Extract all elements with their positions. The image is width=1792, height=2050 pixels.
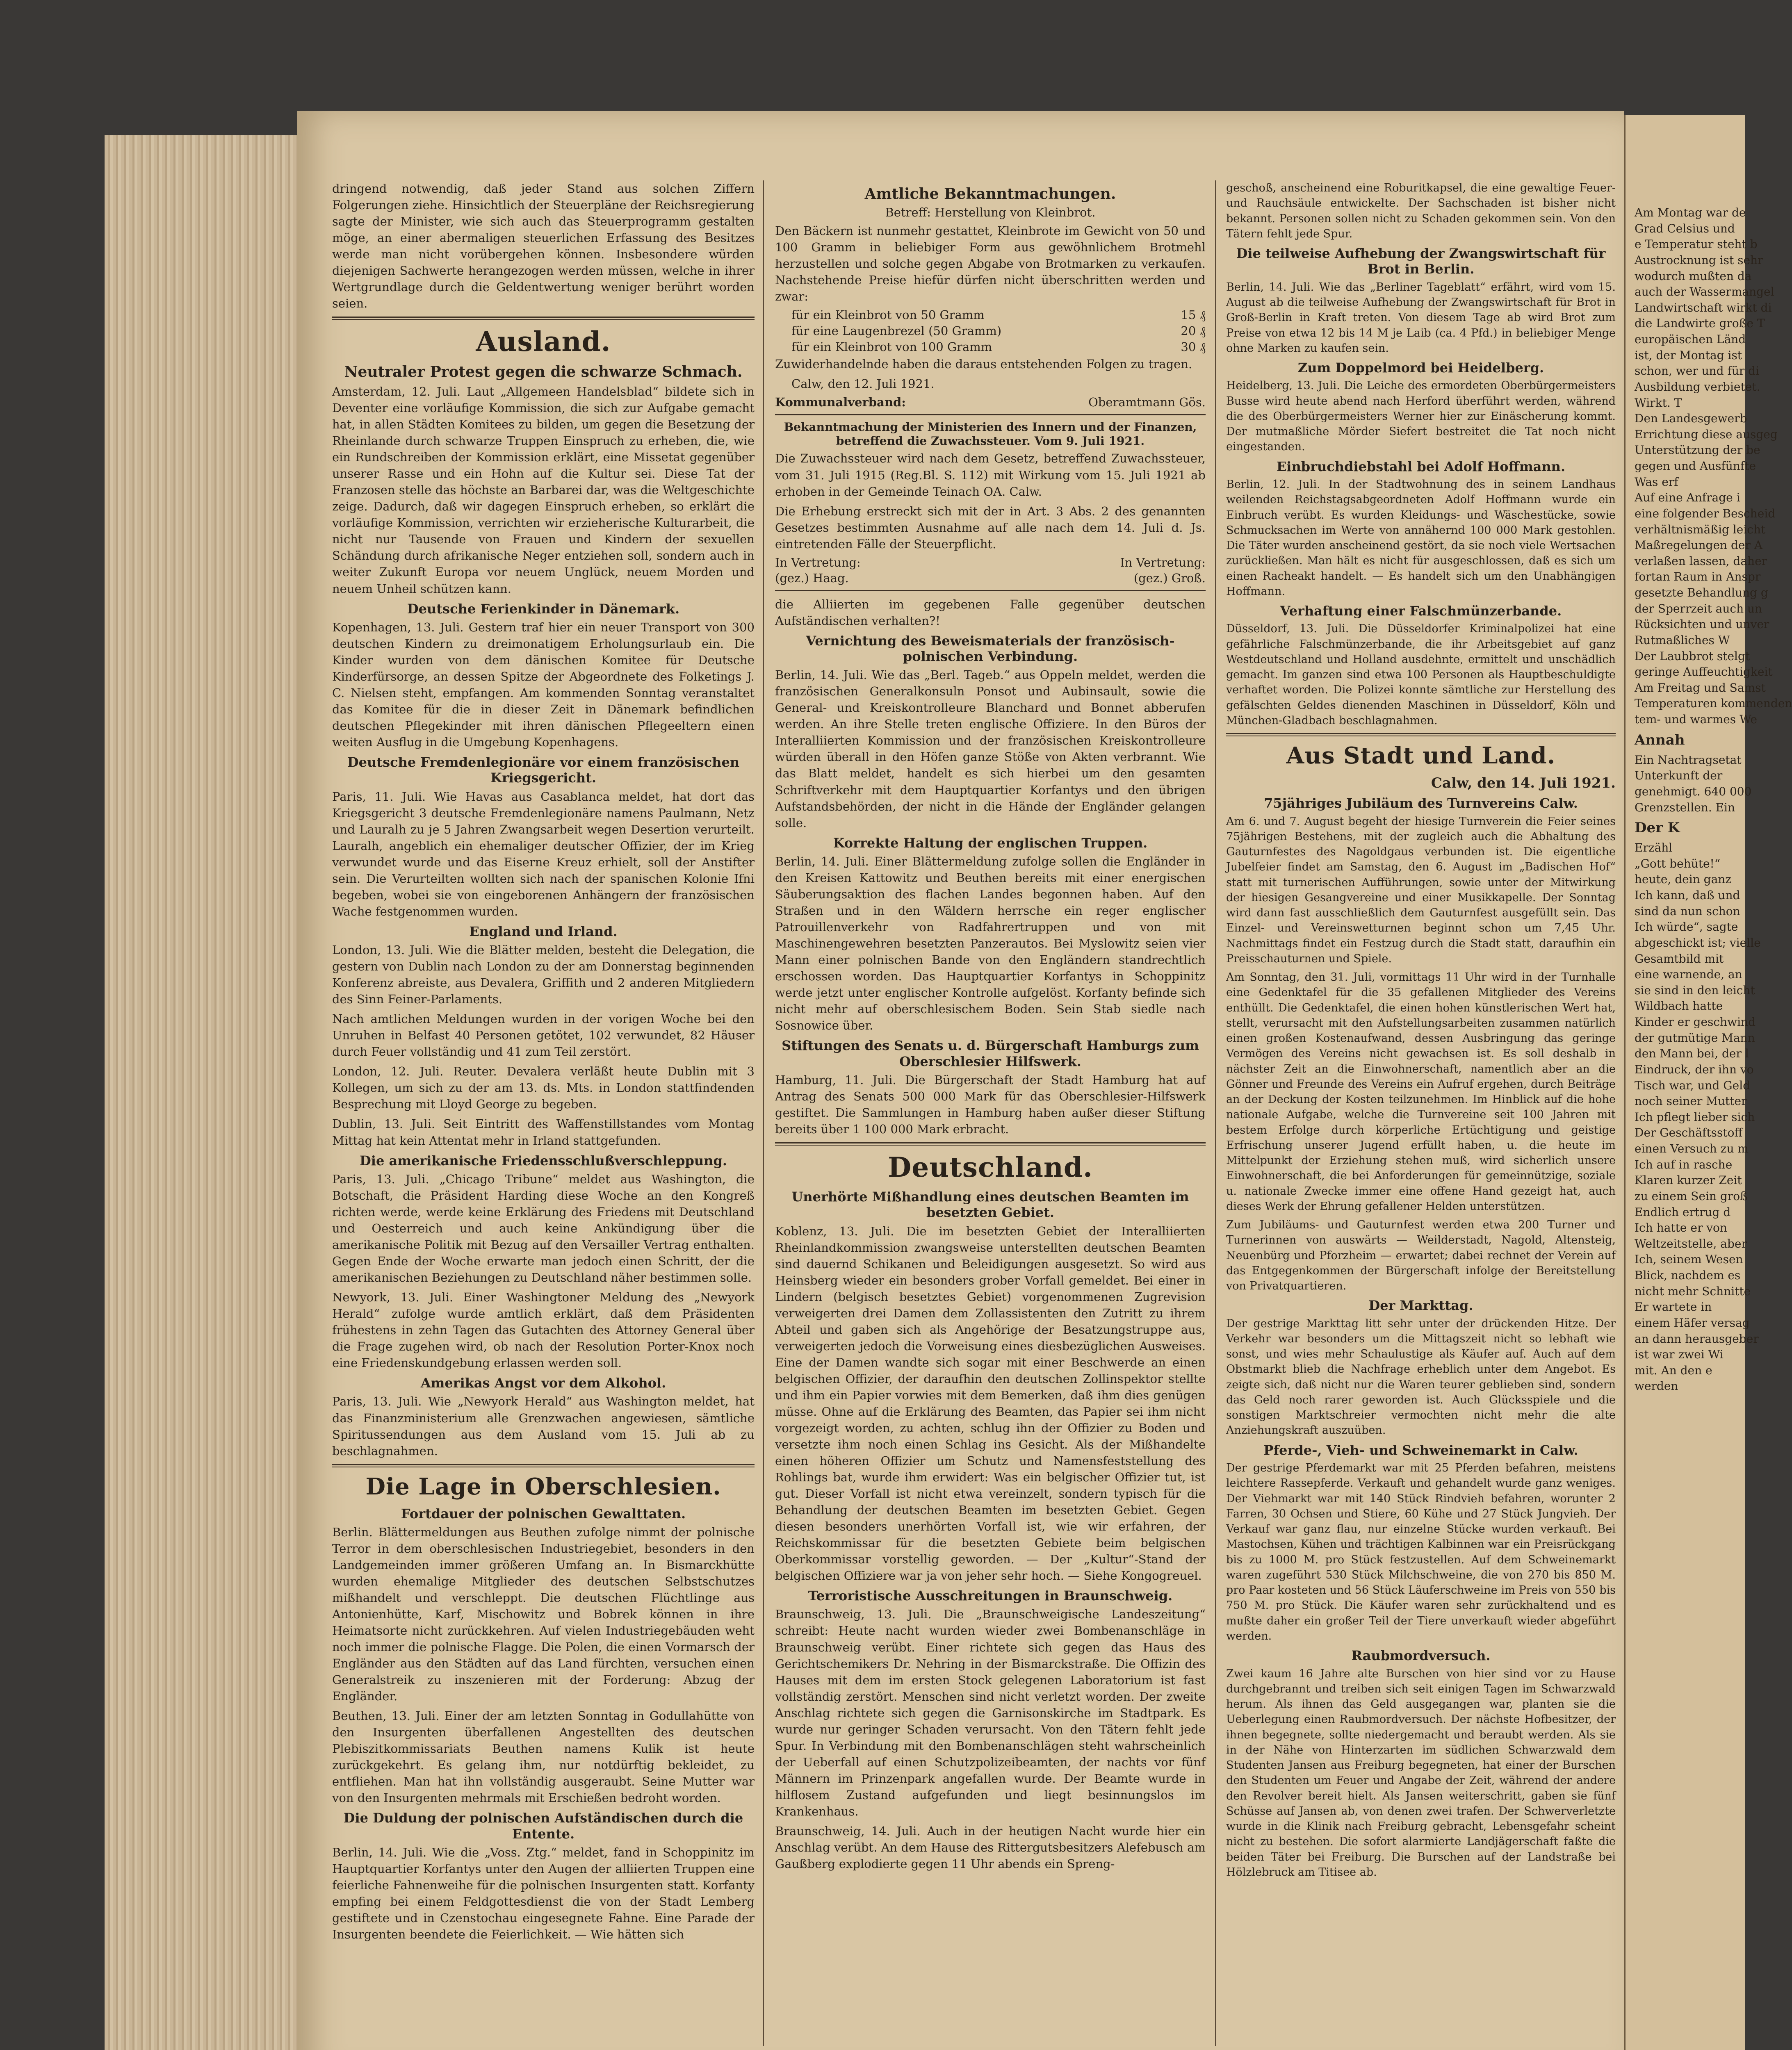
article-text: Der gestrige Markttag litt sehr unter der drückenden Hitze. Der Verkehr war besonders um die Mittagszeit nicht so lebhaft wie sonst, und wies mehr Schaulustige als Käufer auf. Auch auf dem Obstmarkt blieb die Nachfrage erheblich unter dem Angebot. Es zeigte sich, daß nicht nur die Waren teurer geblieben sind, sondern das Geld noch rarer geworden ist. Auch Glücksspiele und die sonstigen Marktschreier vermochten nicht mehr die alte Anziehungskraft auszuüben. <box>1226 1317 1616 1437</box>
column-3 <box>1226 180 1616 1883</box>
facing-page-line: Maßregelungen der A <box>1635 538 1762 552</box>
article-headline: Bekanntmachung der Ministerien des Innern und der Finanzen, betreffend die Zuwachssteuer. Vom 9. Juli 1921. <box>784 420 1197 448</box>
facing-page-line: Grad Celsius und <box>1635 221 1735 235</box>
facing-page-line: Wirkt. T <box>1635 396 1682 410</box>
facing-page-line: Auf eine Anfrage i <box>1635 491 1740 505</box>
facing-page-line: Wildbach hatte <box>1635 999 1723 1013</box>
article-text: London, 13. Juli. Wie die Blätter melden, besteht die Delegation, die gestern von Dublin nach London zu der am Donnerstag beginnenden Konferenz abreiste, aus Devalera, Griffith und 2 anderen Mitgliedern des Sinn Feiner-Parlaments. <box>332 943 755 1007</box>
article-text: Die Erhebung erstreckt sich mit der in Art. 3 Abs. 2 des genannten Gesetzes bestimmten Ausnahme auf alle nach dem 14. Juli d. Js. eintretenden Fälle der Steuerpflicht. <box>775 504 1206 551</box>
newspaper-page <box>297 111 1624 2050</box>
article-text: Berlin, 14. Juli. Wie das „Berliner Tageblatt“ erfährt, wird vom 15. August ab die teilweise Aufhebung der Zwangswirtschaft für Brot in Groß-Berlin in Kraft treten. Von diesem Tage ab wird Brot zum Preise von etwa 12 bis 14 M je Laib (ca. 4 Pfd.) in beliebiger Menge ohne Marken zu kaufen sein. <box>1226 280 1616 355</box>
facing-page-line: abgeschickt ist; vielle <box>1635 936 1761 950</box>
article-text: die Alliierten im gegebenen Falle gegenüber deutschen Aufständischen verhalten?! <box>775 597 1206 628</box>
article-headline: Amerikas Angst vor dem Alkohol. <box>420 1375 666 1391</box>
price-row: für ein Kleinbrot von 50 Gramm 15 ₰ <box>791 308 1206 322</box>
article-text: Berlin, 14. Juli. Einer Blättermeldung zufolge sollen die Engländer in den Kreisen Kattowitz und Beuthen bereits mit einer energischen Säuberungsaktion des flachen Landes begonnen haben. Auf den Straßen und in den Wäldern herrsche ein reger englischer Patrouillenverkehr von Radfahrertruppen und von mit Maschinengewehren besetzten Panzerautos. Bei Myslowitz seien vier Mann einer polnischen Bande von den Engländern standrechtlich erschossen worden. Das Hauptquartier Korfantys in Schoppinitz werde jetzt unter englischer Kontrolle aufgelöst. Korfanty befinde sich nicht mehr auf oberschlesischem Boden. Sein Stab siedle nach Sosnowice über. <box>775 854 1206 1033</box>
section-heading-deutschland: Deutschland. <box>888 1151 1093 1183</box>
facing-page-line: Weltzeitstelle, aber <box>1635 1237 1747 1250</box>
article-text: Zuwiderhandelnde haben die daraus entstehenden Folgen zu tragen. <box>775 357 1192 371</box>
facing-page-line: Landwirtschaft wirkt di <box>1635 301 1772 314</box>
price-list <box>775 308 1206 354</box>
signature-row: Kommunalverband: Oberamtmann Gös. <box>775 395 1206 410</box>
facing-page-line: sind da nun schon <box>1635 904 1740 918</box>
facing-page-line: ist, der Montag ist <box>1635 348 1742 362</box>
facing-page-line: verlaßen lassen, daher <box>1635 554 1767 568</box>
facing-page-line: Blick, nachdem es <box>1635 1269 1741 1282</box>
article-headline: Der Markttag. <box>1368 1298 1473 1314</box>
facing-page-line: Am Freitag und Samst <box>1635 681 1766 695</box>
facing-page-line: wodurch mußten da <box>1635 269 1752 283</box>
divider <box>332 1464 755 1467</box>
facing-page-line: Was erf <box>1635 475 1678 489</box>
facing-page-line: Grenzstellen. Ein <box>1635 800 1735 814</box>
divider <box>332 317 755 320</box>
article-text: Dublin, 13. Juli. Seit Eintritt des Waffenstillstandes vom Montag Mittag hat kein Attentat mehr in Irland stattgefunden. <box>332 1117 755 1148</box>
facing-page-line: der gutmütige Mann <box>1635 1031 1755 1045</box>
facing-page-line: Ich hatte er von <box>1635 1221 1727 1235</box>
article-text: Zwei kaum 16 Jahre alte Burschen von hier sind vor zu Hause durchgebrannt und treiben sich seit einigen Tagen im Schwarzwald herum. Als ihnen das Geld ausgegangen war, planten sie die Ueberlegung einen Raubmordversuch. Der nächste Hofbesitzer, der ihnen begegnete, sollte niedergemacht und beraubt werden. Als sie in der Nähe von Hinterzarten im südlichen Schwarzwald dem Studenten Jansen aus Freiburg begegneten, hat einer der Burschen den Studenten um Feuer und Angabe der Zeit, während der andere den Revolver bereit hielt. Als Jansen weiterschritt, gaben sie fünf Schüsse auf Jansen ab, von denen zwei trafen. Der Schwerverletzte wurde in die Klinik nach Freiburg gebracht, Lebensgefahr scheint nicht zu bestehen. Die sofort alarmierte Landjägerschaft faßte die beiden Täter bei Freiburg. Die Burschen auf der Landstraße bei Hölzlebruck am Titisee ab. <box>1226 1667 1616 1879</box>
facing-page-line: den Mann bei, der l <box>1635 1047 1749 1061</box>
article-text: Newyork, 13. Juli. Einer Washingtoner Meldung des „Newyork Herald“ zufolge wurde amtlich erklärt, daß dem Präsidenten frühestens in zehn Tagen das Gutachten des Attorney General über die Frage zugehen wird, ob nach der Resolution Porter-Knox noch eine Friedenskundgebung erlassen werden soll. <box>332 1290 755 1370</box>
article-text: Berlin, 14. Juli. Wie das „Berl. Tageb.“ aus Oppeln meldet, werden die französischen Generalkonsuln Ponsot und Aubinsault, sowie die General- und Kreiskontrolleure Blanchard und Bonnet abberufen werden. An ihre Stelle treten englische Offiziere. In den Büros der Interalliierten Kommission und der französischen Kreiskontrolleure würden überall in den Höfen ganze Stöße von Akten verbrannt. Wie das Blatt meldet, handelt es sich hierbei um den gesamten Schriftverkehr mit dem Hauptquartier Korfantys und den übrigen Aufstandsbehörden, der nicht in die Hände der Engländer gelangen solle. <box>775 668 1206 830</box>
article-headline: Pferde-, Vieh- und Schweinemarkt in Calw. <box>1263 1442 1578 1458</box>
signature-row: In Vertretung: In Vertretung: <box>775 555 1206 569</box>
facing-page-line: Austrocknung ist sehr <box>1635 253 1763 267</box>
facing-page-line: Ich würde“, sagte <box>1635 920 1738 934</box>
price-row: für ein Kleinbrot von 100 Gramm 30 ₰ <box>791 340 1206 354</box>
article-text: Braunschweig, 14. Juli. Auch in der heutigen Nacht wurde hier ein Anschlag verübt. An dem Hause des Rittergutsbesitzers Alefebusch am Gaußberg explodierte gegen 11 Uhr abends ein Spreng- <box>775 1824 1206 1871</box>
facing-page-line: Ich auf in rasche <box>1635 1157 1733 1171</box>
column-rule-1 <box>763 180 764 2046</box>
facing-page-line: „Gott behüte!“ <box>1635 856 1721 870</box>
facing-page-line: Rutmaßliches W <box>1635 633 1730 647</box>
facing-page-line: Ein Nachtragsetat <box>1635 753 1742 767</box>
facing-page-line: Temperaturen kommenden <box>1635 697 1792 711</box>
facing-page-line: Unterstützung der be <box>1635 443 1760 457</box>
signature-row: (gez.) Haag. (gez.) Groß. <box>775 571 1206 585</box>
divider <box>775 414 1206 415</box>
article-text: Berlin. Blättermeldungen aus Beuthen zufolge nimmt der polnische Terror in dem oberschlesischen Industriegebiet, besonders in den Landgemeinden immer größeren Umfang an. In Bismarckhütte wurden ehemalige Mitglieder des deutschen Selbstschutzes mißhandelt und verschleppt. Die deutschen Flüchtlinge aus Antonienhütte, Karf, Mischowitz und Bobrek können in ihre Heimatsorte nicht zurückkehren. Auf vielen Industriegebäuden weht noch immer die polnische Flagge. Die Polen, die einen Vormarsch der Engländer aus den Städten auf das Land fürchten, versuchen einen Generalstreik zu inszenieren mit der Forderung: Abzug der Engländer. <box>332 1525 755 1704</box>
section-heading-stadt-und-land: Aus Stadt und Land. <box>1286 742 1556 770</box>
article-headline: Einbruchdiebstahl bei Adolf Hoffmann. <box>1276 458 1566 474</box>
facing-page-line: werden <box>1635 1379 1678 1393</box>
facing-page-text <box>1626 115 1792 728</box>
article-headline: Zum Doppelmord bei Heidelberg. <box>1297 360 1544 376</box>
section-heading-ausland: Ausland. <box>476 326 611 358</box>
notice-date: Calw, den 12. Juli 1921. <box>791 377 935 391</box>
article-text: dringend notwendig, daß jeder Stand aus solchen Ziffern Folgerungen ziehe. Hinsichtlich der Steuerpläne der Reichsregierung sagte der Minister, wie sich auch das Steuerprogramm gestalten möge, an einer abermaligen steuerlichen Erfassung des Besitzes werde man nicht vorübergehen können. Insbesondere würden diejenigen Sachwerte herangezogen werden müssen, welche in ihrer Wertgrundlage durch die Geldentwertung weniger berührt worden seien. <box>332 182 755 311</box>
article-text: Berlin, 12. Juli. In der Stadtwohnung des in seinem Landhaus weilenden Reichstagsabgeordneten Adolf Hoffmann wurde ein Einbruch verübt. Es wurden Kleidungs- und Wäschestücke, sowie Schmucksachen im Werte von annähernd 100 000 Mark gestohlen. Die Täter wurden anscheinend gestört, da sie noch viele Wertsachen zurückließen. Man hält es nicht für ausgeschlossen, daß es sich um einen Racheakt handelt. — Es handelt sich um den Unabhängigen Hoffmann. <box>1226 478 1616 598</box>
facing-page-line: Klaren kurzer Zeit <box>1635 1173 1742 1187</box>
article-text: Beuthen, 13. Juli. Einer der am letzten Sonntag in Godullahütte von den Insurgenten überfallenen Angestellten des deutschen Plebiszitkommissariats Beuthen namens Kulik ist heute zurückgekehrt. Es gelang ihm, nur notdürftig bekleidet, zu entfliehen. Man hat ihn vollständig ausgeraubt. Seine Mutter war von den Insurgenten mehrmals mit Erschießen bedroht worden. <box>332 1709 755 1805</box>
article-text: Braunschweig, 13. Juli. Die „Braunschweigische Landeszeitung“ schreibt: Heute nacht wurden wieder zwei Bombenanschläge in Braunschweig verübt. Einer richtete sich gegen das Haus des Gerichtschemikers Dr. Nehring in der Bismarckstraße. Die Offizin des Hauses mit dem im ersten Stock gelegenen Laboratorium ist fast vollständig zerstört. Menschen sind nicht verletzt worden. Der zweite Anschlag richtete sich gegen die Garnisonskirche im Stadtpark. Es wurde nur geringer Schaden verursacht. Von den Tätern fehlt jede Spur. In Verbindung mit den Bombenanschlägen steht wahrscheinlich der Ueberfall auf einen Schutzpolizeibeamten, der nachts vor fünf Männern im Prinzenpark angefallen wurde. Der Beamte wurde in hilflosem Zustand aufgefunden und liegt besinnungslos im Krankenhaus. <box>775 1607 1206 1818</box>
article-text: London, 12. Juli. Reuter. Devalera verläßt heute Dublin mit 3 Kollegen, um sich zu der am 13. ds. Mts. in London stattfindenden Besprechung mit Lloyd George zu begeben. <box>332 1064 755 1112</box>
article-text: Heidelberg, 13. Juli. Die Leiche des ermordeten Oberbürgermeisters Busse wird heute abend nach Herford überführt werden, während die des Oberbürgermeisters Werner hier zur Einäscherung kommt. Der mutmaßliche Mörder Siefert bestreitet die Tat noch nicht eingestanden. <box>1226 379 1616 453</box>
facing-page-line: europäischen Länd <box>1635 333 1746 346</box>
facing-page-line: nicht mehr Schnitte <box>1635 1284 1751 1298</box>
facing-page-line: gesetzte Behandlung g <box>1635 586 1768 599</box>
article-text: Nach amtlichen Meldungen wurden in der vorigen Woche bei den Unruhen in Belfast 40 Personen getötet, 102 verwundet, 82 Häuser durch Feuer vollständig und 41 zum Teil zerstört. <box>332 1012 755 1059</box>
facing-page-line: gegen und Ausfünfte <box>1635 459 1756 473</box>
facing-page-line: schon, wer und für di <box>1635 364 1760 378</box>
facing-page-line: Unterkunft der <box>1635 769 1723 783</box>
article-text: Paris, 13. Juli. Wie „Newyork Herald“ aus Washington meldet, hat das Finanzministerium alle Grenzwachen angewiesen, sämtliche Spiritussendungen aus dem Ausland vom 15. Juli ab zu beschlagnahmen. <box>332 1394 755 1458</box>
facing-page-line: verhältnismäßig leicht <box>1635 522 1766 536</box>
facing-page-fragment <box>1624 115 1792 2050</box>
article-headline: Die amerikanische Friedensschlußverschleppung. <box>360 1153 727 1168</box>
facing-page-line: ist war zwei Wi <box>1635 1348 1724 1362</box>
article-text: Düsseldorf, 13. Juli. Die Düsseldorfer Kriminalpolizei hat eine gefährliche Falschmünzerbande, die ihr Arbeitsgebiet auf ganz Westdeutschland und Holland ausdehnte, ermittelt und unschädlich gemacht. Im ganzen sind etwa 100 Personen als Hauptbeschuldigte verhaftet worden. Die Polizei konnte sämtliche zur Herstellung des gefälschten Geldes dienenden Maschinen in Düsseldorf, Köln und München-Gladbach beschlagnahmen. <box>1226 622 1616 727</box>
article-text: Kopenhagen, 13. Juli. Gestern traf hier ein neuer Transport von 300 deutschen Kindern zu dreimonatigem Erholungsurlaub ein. Die Kinder wurden von dem dänischen Komitee für Deutsche Kinderfürsorge, an dessen Spitze der Abgeordnete des Folketings J. C. Nielsen steht, empfangen. Am kommenden Sonntag veranstaltet das Komitee für die in dieser Zeit in Dänemark befindlichen deutschen Pflegekinder mit ihren dänischen Pflegeeltern einen weiten Ausflug in die Umgebung Kopenhagens. <box>332 620 755 749</box>
facing-page-line: auch der Wassermangel <box>1635 285 1774 299</box>
column-rule-2 <box>1215 180 1216 2046</box>
book-page-edges <box>105 135 300 2050</box>
article-headline: Deutsche Ferienkinder in Dänemark. <box>407 601 680 617</box>
article-text: Am 6. und 7. August begeht der hiesige Turnverein die Feier seines 75jährigen Bestehens, mit der zugleich auch die Abhaltung des Gauturnfestes des Nagoldgaus verbunden ist. Die eigentliche Jubelfeier findet am Samstag, den 6. August im „Badischen Hof“ statt mit turnerischen Aufführungen, sowie unter der Mitwirkung der hiesigen Gesangvereine und einer Musikkapelle. Der Sonntag wird dann fast ausschließlich dem Gauturnfest ausgefüllt sein. Das Einzel- und Vereinswetturnen beginnt schon um 7,45 Uhr. Nachmittags findet ein Festzug durch die Stadt statt, daraufhin ein Preisschauturnen und Spiele. <box>1226 815 1616 965</box>
facing-page-line: der Sperrzeit auch un <box>1635 601 1762 615</box>
facing-page-line: genehmigt. 640 000 <box>1635 784 1752 798</box>
article-headline: Die Duldung der polnischen Aufständischen durch die Entente. <box>343 1810 743 1842</box>
facing-page-line: e Temperatur steht b <box>1635 237 1758 251</box>
article-headline: Deutsche Fremdenlegionäre vor einem französischen Kriegsgericht. <box>347 754 740 786</box>
article-headline: England und Irland. <box>469 923 618 939</box>
facing-page-line: an dann herausgeber <box>1635 1332 1759 1346</box>
facing-page-line: zu einem Sein groß <box>1635 1189 1748 1203</box>
article-text: Den Bäckern ist nunmehr gestattet, Kleinbrote im Gewicht von 50 und 100 Gramm in beliebiger Form aus gewöhnlichem Brotmehl herzustellen und solche gegen Abgabe von Brotmarken zu verkaufen. Nachstehende Preise hiefür dürfen nicht überschritten werden und zwar: <box>775 224 1206 304</box>
article-text: geschoß, anscheinend eine Roburitkapsel, die eine gewaltige Feuer- und Rauchsäule entwickelte. Der Sachschaden ist bisher nicht bekannt. Personen sollen nicht zu Schaden gekommen sein. Von den Tätern fehlt jede Spur. <box>1226 182 1616 240</box>
facing-page-line: die Landwirte große T <box>1635 317 1765 330</box>
divider <box>775 590 1206 591</box>
article-headline: Fortdauer der polnischen Gewalttaten. <box>401 1506 686 1522</box>
facing-page-line: Der Laubbrot stelgt <box>1635 649 1750 663</box>
article-headline: Verhaftung einer Falschmünzerbande. <box>1280 603 1562 619</box>
price-row: für eine Laugenbrezel (50 Gramm) 20 ₰ <box>791 324 1206 338</box>
facing-page-line: Er wartete in <box>1635 1300 1712 1314</box>
facing-page-line: fortan Raum in Anspr <box>1635 570 1761 584</box>
column-1 <box>332 180 755 1946</box>
article-text: Hamburg, 11. Juli. Die Bürgerschaft der Stadt Hamburg hat auf Antrag des Senats 500 000 Mark für das Oberschlesier-Hilfswerk gestiftet. Die Sammlungen in Hamburg haben außer dieser Stiftung bereits über 1 100 000 Mark erbracht. <box>775 1073 1206 1136</box>
facing-page-headline: Der K <box>1635 820 1680 836</box>
facing-page-line: Tisch war, und Geld <box>1635 1078 1751 1092</box>
facing-page-text <box>1626 752 1752 816</box>
article-text: Paris, 13. Juli. „Chicago Tribune“ meldet aus Washington, die Botschaft, die Präsident Harding diese Woche an den Kongreß richten werde, werde keine Erklärung des Friedens mit Deutschland und Oesterreich und auch keine Ankündigung über die amerikanische Politik mit Bezug auf den Versailler Vertrag enthalten. Gegen Ende der Woche erwarte man jedoch einen Schritt, der die amerikanischen Beziehungen zu Deutschland näher bestimmen solle. <box>332 1172 755 1285</box>
article-text: Am Sonntag, den 31. Juli, vormittags 11 Uhr wird in der Turnhalle eine Gedenktafel für die 35 gefallenen Mitglieder des Vereins enthüllt. Die Gedenktafel, die einen hohen künstlerischen Wert hat, stellt, verursacht mit den Aufstellungsarbeiten zusammen natürlich einen großen Kostenaufwand, dessen Ausbringung das geringe Vermögen des Vereins nicht gewachsen ist. Es soll deshalb in nächster Zeit an die Einwohnerschaft, namentlich aber an die Gönner und Freunde des Vereins ein Aufruf ergehen, durch Beiträge an der Deckung der Kosten teilzunehmen. Im Hinblick auf die hohe nationale Aufgabe, welche die Turnvereine seit 100 Jahren mit bestem Erfolge durch körperliche Ertüchtigung und geistige Erfrischung unserer Jugend erfüllt haben, u. die heute im Mittelpunkt der Erziehung stehen muß, wird sicherlich unsere Einwohnerschaft, die bei Anforderungen für gemeinnützige, soziale u. nationale Zwecke immer eine offene Hand gezeigt hat, auch dieses Werk der Ehrung gefallener Helden unterstützen. <box>1226 971 1616 1213</box>
article-headline: Terroristische Ausschreitungen in Braunschweig. <box>808 1588 1173 1604</box>
article-headline: Raubmordversuch. <box>1351 1648 1491 1664</box>
facing-page-headline: Annah <box>1635 731 1685 748</box>
article-headline: Amtliche Bekanntmachungen. <box>864 185 1116 203</box>
facing-page-line: noch seiner Mutter <box>1635 1094 1747 1108</box>
facing-page-line: Ich, seinem Wesen <box>1635 1253 1743 1266</box>
facing-page-line: eine warnende, an <box>1635 968 1742 982</box>
article-text: Koblenz, 13. Juli. Die im besetzten Gebiet der Interalliierten Rheinlandkommission zwangsweise unterstellten deutschen Beamten sind dauernd Schikanen und Beleidigungen ausgesetzt. So wird aus Heinsberg wieder ein besonders grober Vorfall gemeldet. Bei einer in Lindern (belgisch besetztes Gebiet) vorgenommenen Zugrevision verweigerten drei Damen dem Zollassistenten den Zutritt zu ihrem Abteil und gaben sich als Angehörige der Besatzungstruppe aus, verweigerten jedoch die Vorweisung eines diesbezüglichen Ausweises. Eine der Damen wandte sich sogar mit einer Beschwerde an einen belgischen Offizier, der daraufhin den deutschen Zollinspektor stellte und ihm ein Papier vorwies mit dem Bemerken, daß ihm dies genügen müsse. Ohne auf die Erklärung des Beamten, das Papier sei ihm nicht vorgezeigt worden, zu achten, schlug ihn der Offizier zu Boden und versetzte ihm noch einen Schlag ins Gesicht. Als der Mißhandelte einen höheren Offizier um Schutz und Namensfeststellung des Rohlings bat, wurde ihm erwidert: Was ein belgischer Offizier tut, ist gut. Dieser Vorfall ist nicht etwa vereinzelt, sondern typisch für die Behandlung der deutschen Beamten im besetzten Gebiet. Gegen diesen besonders unerhörten Vorfall ist, wie wir erfahren, der Reichskommissar für die besetzten Gebiete beim belgischen Oberkommissar vorstellig geworden. — Der „Kultur“-Stand der belgischen Offiziere war ja von jeher sehr hoch. — Siehe Kongogreuel. <box>775 1224 1206 1583</box>
notice-subject: Betreff: Herstellung von Kleinbrot. <box>885 205 1096 220</box>
facing-page-line: eine folgender Bescheid <box>1635 506 1776 520</box>
column-2 <box>775 180 1206 1875</box>
facing-page-line: Errichtung diese ausgeg <box>1635 427 1778 441</box>
facing-page-line: geringe Auffeuchtigkeit <box>1635 665 1773 679</box>
article-text: Paris, 11. Juli. Wie Havas aus Casablanca meldet, hat dort das Kriegsgericht 3 deutsche Fremdenlegionäre namens Paulmann, Netz und Lauralh zu je 5 Jahren Zwangsarbeit wegen Desertion verurteilt. Lauralh, angeblich ein ehemaliger deutscher Offizier, der im Krieg verwundet wurde und das Eiserne Kreuz erhielt, soll der Anstifter sein. Die Verurteilten wollten sich nach der spanischen Kolonie Ifni begeben, wobei sie von eingeborenen Anhängern der französischen Wache festgenommen wurden. <box>332 789 755 918</box>
article-headline: 75jähriges Jubiläum des Turnvereins Calw. <box>1264 795 1578 811</box>
facing-page-line: einem Häfer versag <box>1635 1316 1750 1330</box>
facing-page-line: Kinder er geschwind <box>1635 1015 1756 1029</box>
facing-page-text <box>1626 840 1761 1394</box>
article-text: Der gestrige Pferdemarkt war mit 25 Pferden befahren, meistens leichtere Rassepferde. Verkauft und gehandelt wurde ganz weniges. Der Viehmarkt war mit 140 Stück Rindvieh befahren, worunter 2 Farren, 30 Ochsen und Stiere, 60 Kühe und 27 Stück Jungvieh. Der Verkauf war ganz flau, nur einzelne Stücke wurden verkauft. Bei Mastochsen, Kühen und trächtigen Kalbinnen war ein Preisrückgang bis zu 1000 M. pro Stück festzustellen. Auf dem Schweinemarkt waren zugeführt 530 Stück Milchschweine, die von 270 bis 850 M. pro Paar kosteten und 56 Stück Läuferschweine im Preis von 550 bis 750 M. pro Stück. Die Käufer waren sehr zurückhaltend und es mußte daher ein großer Teil der Tiere unverkauft wieder abgeführt werden. <box>1226 1462 1616 1642</box>
facing-page-line: Den Landesgewerb <box>1635 412 1747 426</box>
divider <box>1226 733 1616 736</box>
divider <box>775 1142 1206 1146</box>
facing-page-line: Rücksichten und unver <box>1635 617 1769 631</box>
article-headline: Die teilweise Aufhebung der Zwangswirtschaft für Brot in Berlin. <box>1236 246 1606 277</box>
facing-page-line: Erzähl <box>1635 841 1673 855</box>
article-text: Berlin, 14. Juli. Wie die „Voss. Ztg.“ meldet, fand in Schoppinitz im Hauptquartier Korfantys unter den Augen der alliierten Truppen eine feierliche Fahnenweihe für die polnischen Insurgenten statt. Korfanty empfing bei einem Feldgottesdienst die von der Stadt Lemberg gestiftete und in Czenstochau eingesegnete Fahne. Eine Parade der Insurgenten beendete die Feierlichkeit. — Wie hätten sich <box>332 1845 755 1942</box>
article-headline: Neutraler Protest gegen die schwarze Schmach. <box>344 363 743 381</box>
article-text: Zum Jubiläums- und Gauturnfest werden etwa 200 Turner und Turnerinnen von auswärts — Weilderstadt, Nagold, Altensteig, Neuenbürg und Pforzheim — erwartet; dabei rechnet der Verein auf das Entgegenkommen der Bürgerschaft infolge der Bereitstellung von Privatquartieren. <box>1226 1219 1616 1293</box>
article-text: Die Zuwachssteuer wird nach dem Gesetz, betreffend Zuwachssteuer, vom 31. Juli 1915 (Reg.Bl. S. 112) mit Wirkung vom 15. Juli 1921 ab erhoben in der Gemeinde Teinach OA. Calw. <box>775 451 1206 499</box>
article-headline: Vernichtung des Beweismaterials der französisch-polnischen Verbindung. <box>806 633 1175 664</box>
facing-page-line: einen Versuch zu m <box>1635 1142 1749 1155</box>
dateline: Calw, den 14. Juli 1921. <box>1431 775 1616 792</box>
facing-page-line: Ausbildung verbietet. <box>1635 380 1760 394</box>
article-headline: Stiftungen des Senats u. d. Bürgerschaft Hamburgs zum Oberschlesier Hilfswerk. <box>782 1038 1199 1069</box>
section-heading-oberschlesien: Die Lage in Oberschlesien. <box>365 1473 721 1500</box>
facing-page-line: Ich pflegt lieber sich <box>1635 1110 1755 1124</box>
facing-page-line: Ich kann, daß und <box>1635 888 1740 902</box>
facing-page-line: Der Geschäftsstoff <box>1635 1126 1743 1140</box>
facing-page-line: Am Montag war de <box>1635 206 1746 219</box>
facing-page-line: Eindruck, der ihn vo <box>1635 1062 1754 1076</box>
facing-page-line: sie sind in den leicht <box>1635 983 1755 997</box>
facing-page-line: mit. An den e <box>1635 1363 1712 1377</box>
article-headline: Korrekte Haltung der englischen Truppen. <box>833 835 1148 851</box>
facing-page-line: Gesamtbild mit <box>1635 952 1724 966</box>
facing-page-line: tem- und warmes We <box>1635 713 1758 726</box>
facing-page-line: Endlich ertrug d <box>1635 1205 1731 1219</box>
facing-page-line: heute, dein ganz <box>1635 872 1732 886</box>
article-headline: Unerhörte Mißhandlung eines deutschen Beamten im besetzten Gebiet. <box>791 1189 1189 1221</box>
article-text: Amsterdam, 12. Juli. Laut „Allgemeen Handelsblad“ bildete sich in Deventer eine vorläufige Kommission, die sich zur Aufgabe gemacht hat, in allen Städten Komitees zu bilden, um gegen die Besetzung der Rheinlande durch schwarze Truppen Einspruch zu erheben, die, wie ein Rundschreiben der Kommission erklärt, eine Missetat gegenüber unserer Rasse und ein Hohn auf die Kultur sei. Diese Tat der Franzosen stelle das höchste an Barbarei dar, was die Weltgeschichte zeige. Dadurch, daß wir dagegen Einspruch erheben, so erklärt die vorläufige Kommission, verrichten wir erzieherische Kulturarbeit, die nicht nur Tausende von Frauen und Kindern der sexuellen Schändung durch afrikanische Neger entziehen soll, sondern auch in weiter Zukunft Europa vor neuem Unglück, neuem Morden und neuem Unheil schützen kann. <box>332 385 755 596</box>
